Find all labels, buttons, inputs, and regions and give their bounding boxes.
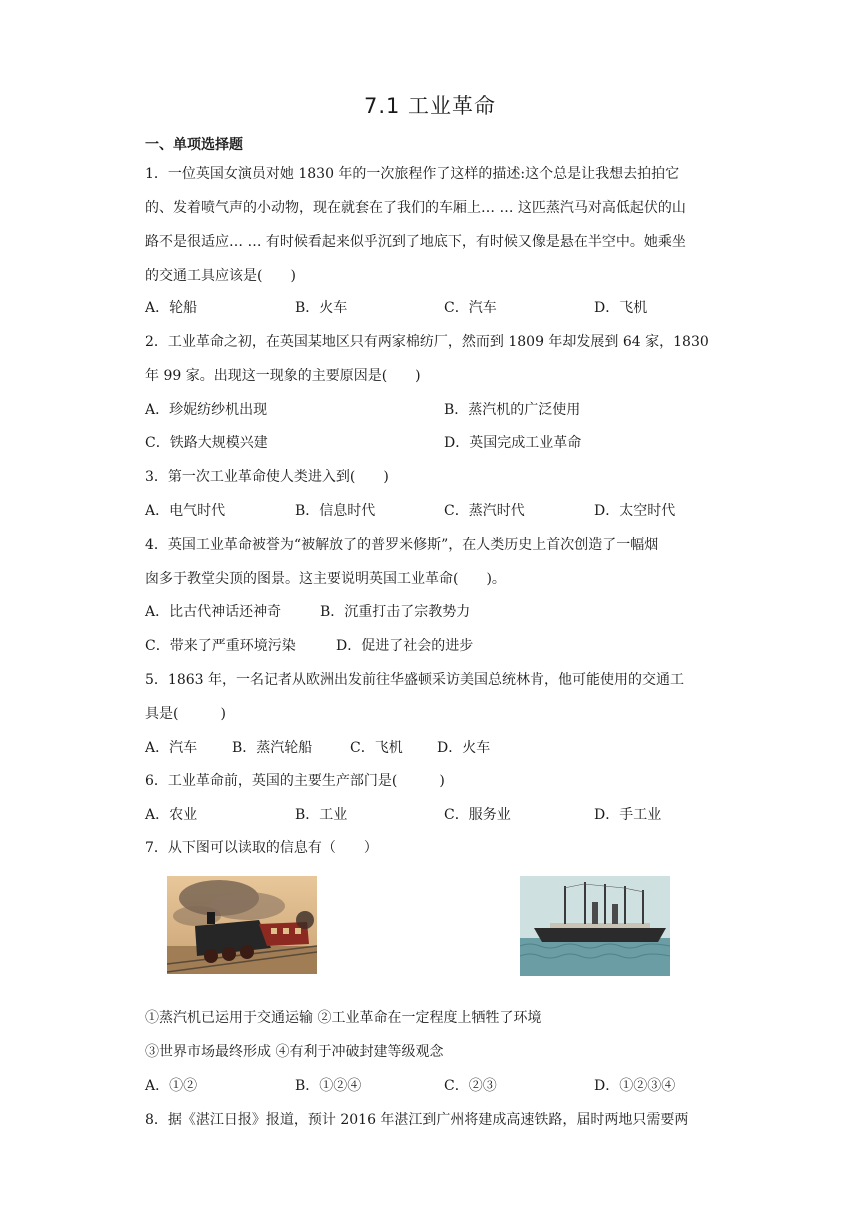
steam-train-image: [167, 876, 317, 974]
q6-line-1: 6．工业革命前，英国的主要生产部门是( ): [145, 773, 445, 789]
q7-option-c: C．②③: [444, 1078, 497, 1094]
q4-option-a: A．比古代神话还神奇: [145, 604, 282, 620]
section-heading: 一、单项选择题: [145, 137, 243, 153]
q1-line-4: 的交通工具应该是( ): [145, 268, 296, 284]
q5-option-c: C．飞机: [350, 740, 403, 756]
q2-option-b: B．蒸汽机的广泛使用: [444, 402, 581, 418]
q5-option-d: D．火车: [437, 740, 491, 756]
q6-option-c: C．服务业: [444, 807, 511, 823]
q4-line-2: 囱多于教堂尖顶的图景。这主要说明英国工业革命( )。: [145, 571, 506, 587]
q3-option-d: D．太空时代: [594, 503, 676, 519]
q4-option-c: C．带来了严重环境污染: [145, 638, 296, 654]
q3-option-c: C．蒸汽时代: [444, 503, 525, 519]
q7-option-d: D．①②③④: [594, 1078, 676, 1094]
q7-statement-2: ③世界市场最终形成 ④有利于冲破封建等级观念: [145, 1044, 444, 1060]
q2-line-1: 2．工业革命之初，在英国某地区只有两家棉纺厂，然而到 1809 年却发展到 64 家，1830: [145, 334, 709, 350]
q7-option-a: A．①②: [145, 1078, 198, 1094]
q1-option-a: A．轮船: [145, 300, 198, 316]
q7-statement-1: ①蒸汽机已运用于交通运输 ②工业革命在一定程度上牺牲了环境: [145, 1010, 542, 1026]
page-title: 7.1 工业革命: [363, 94, 497, 118]
q3-option-a: A．电气时代: [145, 503, 226, 519]
q5-option-a: A．汽车: [145, 740, 198, 756]
q3-option-b: B．信息时代: [295, 503, 376, 519]
q4-line-1: 4．英国工业革命被誉为“被解放了的普罗米修斯”，在人类历史上首次创造了一幅烟: [145, 537, 659, 553]
q3-line-1: 3．第一次工业革命使人类进入到( ): [145, 469, 389, 485]
q1-line-3: 路不是很适应… … 有时候看起来似乎沉到了地底下，有时候又像是悬在半空中。她乘坐: [145, 234, 686, 250]
q7-line-1: 7．从下图可以读取的信息有（ ）: [145, 840, 378, 856]
q2-option-d: D．英国完成工业革命: [444, 435, 582, 451]
q1-option-c: C．汽车: [444, 300, 497, 316]
q1-line-1: 1．一位英国女演员对她 1830 年的一次旅程作了这样的描述:这个总是让我想去拍拍它: [145, 166, 680, 182]
q1-option-d: D．飞机: [594, 300, 648, 316]
q7-option-b: B．①②④: [295, 1078, 362, 1094]
steamship-image: [520, 876, 670, 976]
q8-line-1: 8．据《湛江日报》报道，预计 2016 年湛江到广州将建成高速铁路，届时两地只需要两: [145, 1112, 689, 1128]
q2-option-a: A．珍妮纺纱机出现: [145, 402, 268, 418]
q5-option-b: B．蒸汽轮船: [232, 740, 313, 756]
q4-option-b: B．沉重打击了宗教势力: [320, 604, 471, 620]
q2-line-2: 年 99 家。出现这一现象的主要原因是( ): [145, 368, 421, 384]
q5-line-2: 具是( ): [145, 706, 226, 722]
q4-option-d: D．促进了社会的进步: [336, 638, 474, 654]
q2-option-c: C．铁路大规模兴建: [145, 435, 268, 451]
q1-line-2: 的、发着喷气声的小动物，现在就套在了我们的车厢上… … 这匹蒸汽马对高低起伏的山: [145, 200, 686, 216]
q5-line-1: 5．1863 年，一名记者从欧洲出发前往华盛顿采访美国总统林肯，他可能使用的交通工: [145, 672, 684, 688]
q6-option-d: D．手工业: [594, 807, 662, 823]
q6-option-a: A．农业: [145, 807, 198, 823]
q1-option-b: B．火车: [295, 300, 348, 316]
q6-option-b: B．工业: [295, 807, 348, 823]
